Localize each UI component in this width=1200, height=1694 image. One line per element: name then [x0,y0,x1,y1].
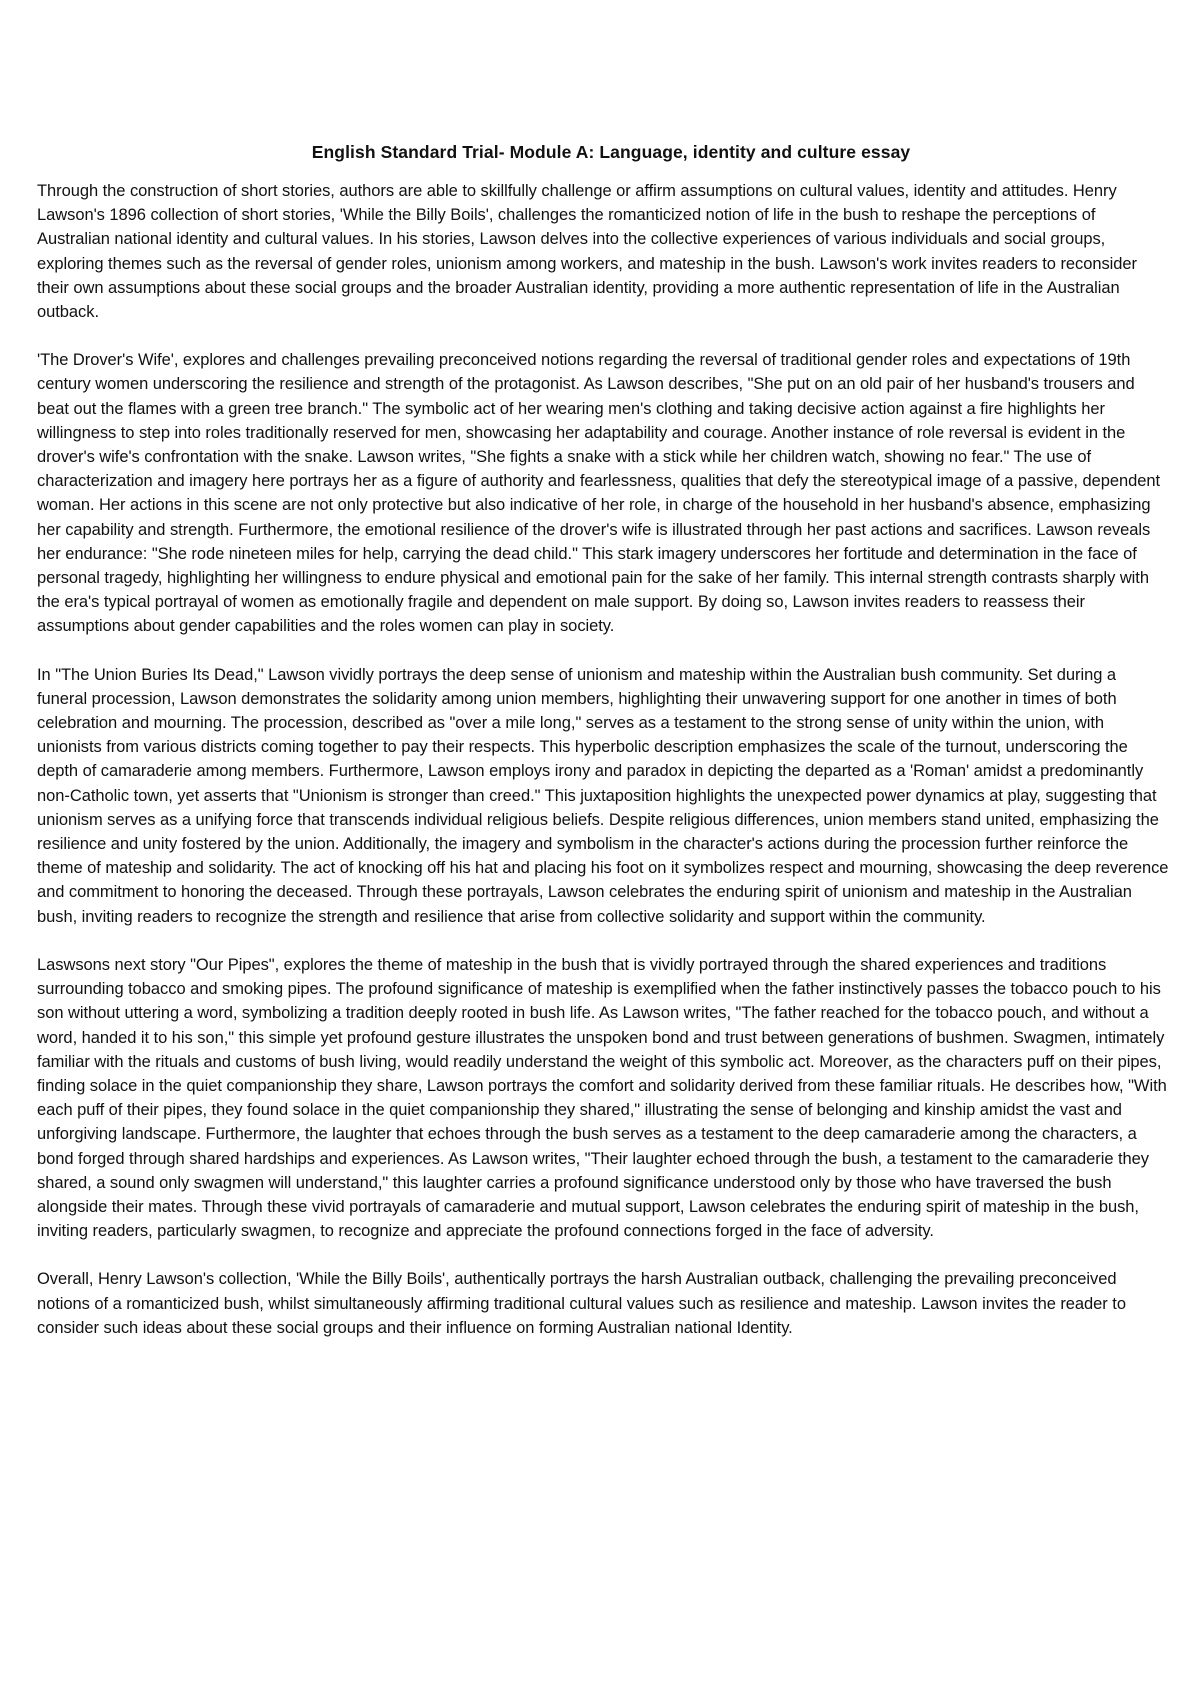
paragraph-our-pipes: Laswsons next story "Our Pipes", explores the theme of mateship in the bush that is vividly portrayed through the shared experiences and traditions surrounding tobacco and smoking pipes. The profound significance of mateship is exemplified when the father instinctively passes the tobacco pouch to his son without uttering a word, symbolizing a tradition deeply rooted in bush life. As Lawson writes, "The father reached for the tobacco pouch, and without a word, handed it to his son," this simple yet profound gesture illustrates the unspoken bond and trust between generations of bushmen. Swagmen, intimately familiar with the rituals and customs of bush living, would readily understand the weight of this symbolic act. Moreover, as the characters puff on their pipes, finding solace in the quiet companionship they share, Lawson portrays the comfort and solidarity derived from these familiar rituals. He describes how, "With each puff of their pipes, they found solace in the quiet companionship they shared," illustrating the sense of belonging and kinship amidst the vast and unforgiving landscape. Furthermore, the laughter that echoes through the bush serves as a testament to the deep camaraderie among the characters, a bond forged through shared hardships and experiences. As Lawson writes, "Their laughter echoed through the bush, a testament to the camaraderie they shared, a sound only swagmen will understand," this laughter carries a profound significance understood only by those who have traversed the bush alongside their mates. Through these vivid portrayals of camaraderie and mutual support, Lawson celebrates the enduring spirit of mateship in the bush, inviting readers, particularly swagmen, to recognize and appreciate the profound connections forged in the face of adversity. [37,955,1167,1241]
essay-title: English Standard Trial- Module A: Language, identity and culture essay [311,142,911,162]
paragraph-introduction: Through the construction of short stories, authors are able to skillfully challenge or affirm assumptions on cultural values, identity and attitudes. Henry Lawson's 1896 collection of short stories, 'While the Billy Boils', challenges the romanticized notion of life in the bush to reshape the perceptions of Australian national identity and cultural values. In his stories, Lawson delves into the collective experiences of various individuals and social groups, exploring themes such as the reversal of gender roles, unionism among workers, and mateship in the bush. Lawson's work invites readers to reconsider their own assumptions about these social groups and the broader Australian identity, providing a more authentic representation of life in the Australian outback. [37,182,1137,322]
essay-page [37,142,1169,1364]
paragraph-union-buries-its-dead: In "The Union Buries Its Dead," Lawson vividly portrays the deep sense of unionism and mateship within the Australian bush community. Set during a funeral procession, Lawson demonstrates the solidarity among union members, highlighting their unwavering support for one another in times of both celebration and mourning. The procession, described as "over a mile long," serves as a testament to the strong sense of unity within the union, with unionists from various districts coming together to pay their respects. This hyperbolic description emphasizes the scale of the turnout, underscoring the depth of camaraderie among members. Furthermore, Lawson employs irony and paradox in depicting the departed as a 'Roman' amidst a predominantly non-Catholic town, yet asserts that "Unionism is stronger than creed." This juxtaposition highlights the unexpected power dynamics at play, suggesting that unionism serves as a unifying force that transcends individual religious beliefs. Despite religious differences, union members stand united, emphasizing the resilience and unity fostered by the union. Additionally, the imagery and symbolism in the character's actions during the procession further reinforce the theme of mateship and solidarity. The act of knocking off his hat and placing his foot on it symbolizes respect and mourning, showcasing the deep reverence and commitment to honoring the deceased. Through these portrayals, Lawson celebrates the enduring spirit of unionism and mateship in the Australian bush, inviting readers to recognize the strength and resilience that arise from collective solidarity and support within the community. [37,665,1169,926]
paragraph-drovers-wife: 'The Drover's Wife', explores and challenges prevailing preconceived notions regarding the reversal of traditional gender roles and expectations of 19th century women underscoring the resilience and strength of the protagonist. As Lawson describes, "She put on an old pair of her husband's trousers and beat out the flames with a green tree branch." The symbolic act of her wearing men's clothing and taking decisive action against a fire highlights her willingness to step into roles traditionally reserved for men, showcasing her adaptability and courage. Another instance of role reversal is evident in the drover's wife's confrontation with the snake. Lawson writes, "She fights a snake with a stick while her children watch, showing no fear." The use of characterization and imagery here portrays her as a figure of authority and fearlessness, qualities that defy the stereotypical image of a passive, dependent woman. Her actions in this scene are not only protective but also indicative of her role, in charge of the household in her husband's absence, emphasizing her capability and strength. Furthermore, the emotional resilience of the drover's wife is illustrated through her past actions and sacrifices. Lawson reveals her endurance: "She rode nineteen miles for help, carrying the dead child." This stark imagery underscores her fortitude and determination in the face of personal tragedy, highlighting her willingness to endure physical and emotional pain for the sake of her family. This internal strength contrasts sharply with the era's typical portrayal of women as emotionally fragile and dependent on male support. By doing so, Lawson invites readers to reassess their assumptions about gender capabilities and the roles women can play in society. [37,351,1161,636]
paragraph-conclusion: Overall, Henry Lawson's collection, 'While the Billy Boils', authentically portrays the harsh Australian outback, challenging the prevailing preconceived notions of a romanticized bush, whilst simultaneously affirming traditional cultural values such as resilience and mateship. Lawson invites the reader to consider such ideas about these social groups and their influence on forming Australian national Identity. [37,1270,1126,1337]
